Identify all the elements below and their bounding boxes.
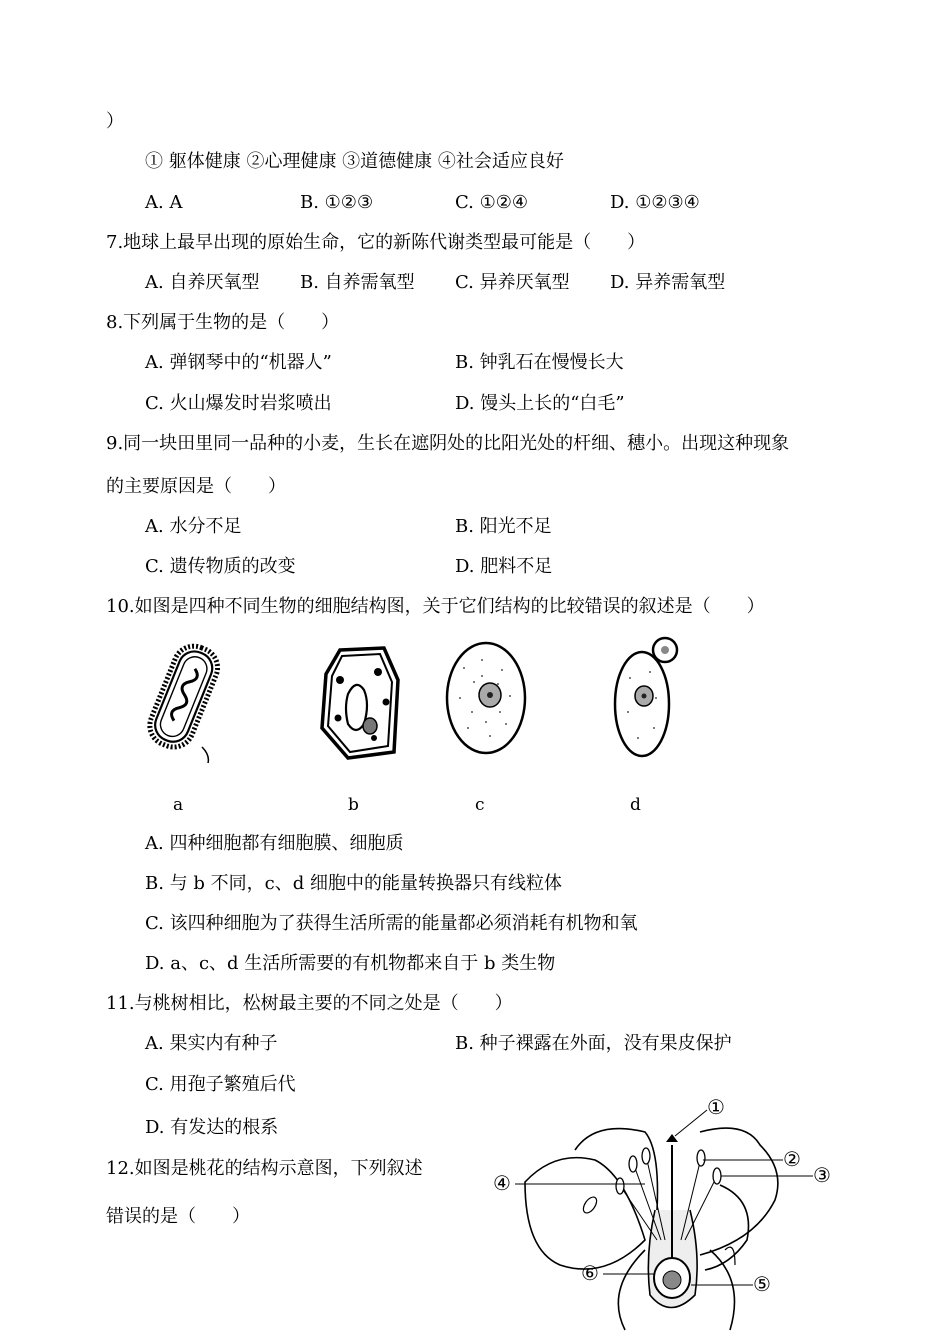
q6-stem-tail: ） bbox=[106, 111, 124, 132]
cell-c-animal-figure bbox=[442, 638, 530, 758]
q10-option-d: D. a、c、d 生活所需要的有机物都来自于 b 类生物 bbox=[145, 953, 556, 974]
q8-option-a: A. 弹钢琴中的“机器人” bbox=[145, 352, 332, 373]
q10-option-b: B. 与 b 不同，c、d 细胞中的能量转换器只有线粒体 bbox=[145, 873, 562, 894]
callout-6: ⑥ bbox=[581, 1261, 599, 1285]
q6-items: ① 躯体健康 ②心理健康 ③道德健康 ④社会适应良好 bbox=[145, 151, 564, 172]
cell-d-yeast-figure bbox=[608, 632, 688, 760]
q8-option-b: B. 钟乳石在慢慢长大 bbox=[455, 352, 624, 373]
q11-option-a: A. 果实内有种子 bbox=[145, 1033, 278, 1054]
q6-option-a: A. A bbox=[145, 192, 183, 213]
q9-stem-line1: 9.同一块田里同一品种的小麦，生长在遮阴处的比阳光处的杆细、穗小。出现这种现象 bbox=[106, 433, 790, 454]
peach-flower-diagram bbox=[485, 1090, 840, 1344]
callout-1: ① bbox=[707, 1095, 725, 1119]
q7-option-d: D. 异养需氧型 bbox=[610, 272, 726, 293]
cell-a-label: a bbox=[173, 795, 184, 815]
q10-option-c: C. 该四种细胞为了获得生活所需的能量都必须消耗有机物和氧 bbox=[145, 913, 638, 934]
q9-option-d: D. 肥料不足 bbox=[455, 556, 553, 577]
q9-stem-line2: 的主要原因是（ ） bbox=[106, 476, 286, 497]
callout-3: ③ bbox=[813, 1163, 831, 1187]
q12-stem-line2: 错误的是（ ） bbox=[106, 1206, 250, 1227]
q9-option-b: B. 阳光不足 bbox=[455, 516, 552, 537]
q9-option-a: A. 水分不足 bbox=[145, 516, 242, 537]
q8-option-c: C. 火山爆发时岩浆喷出 bbox=[145, 393, 332, 414]
callout-2: ② bbox=[783, 1147, 801, 1171]
q6-option-c: C. ①②④ bbox=[455, 192, 528, 213]
q8-stem: 8.下列属于生物的是（ ） bbox=[106, 312, 340, 333]
cell-c-label: c bbox=[475, 795, 485, 815]
callout-4: ④ bbox=[493, 1171, 511, 1195]
q6-option-d: D. ①②③④ bbox=[610, 192, 700, 213]
q10-option-a: A. 四种细胞都有细胞膜、细胞质 bbox=[145, 833, 404, 854]
q7-stem: 7.地球上最早出现的原始生命，它的新陈代谢类型最可能是（ ） bbox=[106, 232, 646, 253]
cell-a-bacterium-figure bbox=[140, 635, 240, 765]
q7-option-b: B. 自养需氧型 bbox=[300, 272, 415, 293]
cell-b-plant-figure bbox=[312, 640, 407, 765]
q8-option-d: D. 馒头上长的“白毛” bbox=[455, 393, 625, 414]
q12-stem-line1: 12.如图是桃花的结构示意图，下列叙述 bbox=[106, 1158, 423, 1179]
q7-option-a: A. 自养厌氧型 bbox=[145, 272, 260, 293]
q11-stem: 11.与桃树相比，松树最主要的不同之处是（ ） bbox=[106, 993, 513, 1014]
callout-5: ⑤ bbox=[753, 1272, 771, 1296]
q11-option-b: B. 种子裸露在外面，没有果皮保护 bbox=[455, 1033, 732, 1054]
cell-b-label: b bbox=[348, 795, 359, 815]
cell-d-label: d bbox=[630, 795, 641, 815]
q11-option-c: C. 用孢子繁殖后代 bbox=[145, 1074, 296, 1095]
q9-option-c: C. 遗传物质的改变 bbox=[145, 556, 296, 577]
q6-option-b: B. ①②③ bbox=[300, 192, 374, 213]
q10-stem: 10.如图是四种不同生物的细胞结构图，关于它们结构的比较错误的叙述是（ ） bbox=[106, 596, 765, 617]
q7-option-c: C. 异养厌氧型 bbox=[455, 272, 570, 293]
q11-option-d: D. 有发达的根系 bbox=[145, 1117, 279, 1138]
